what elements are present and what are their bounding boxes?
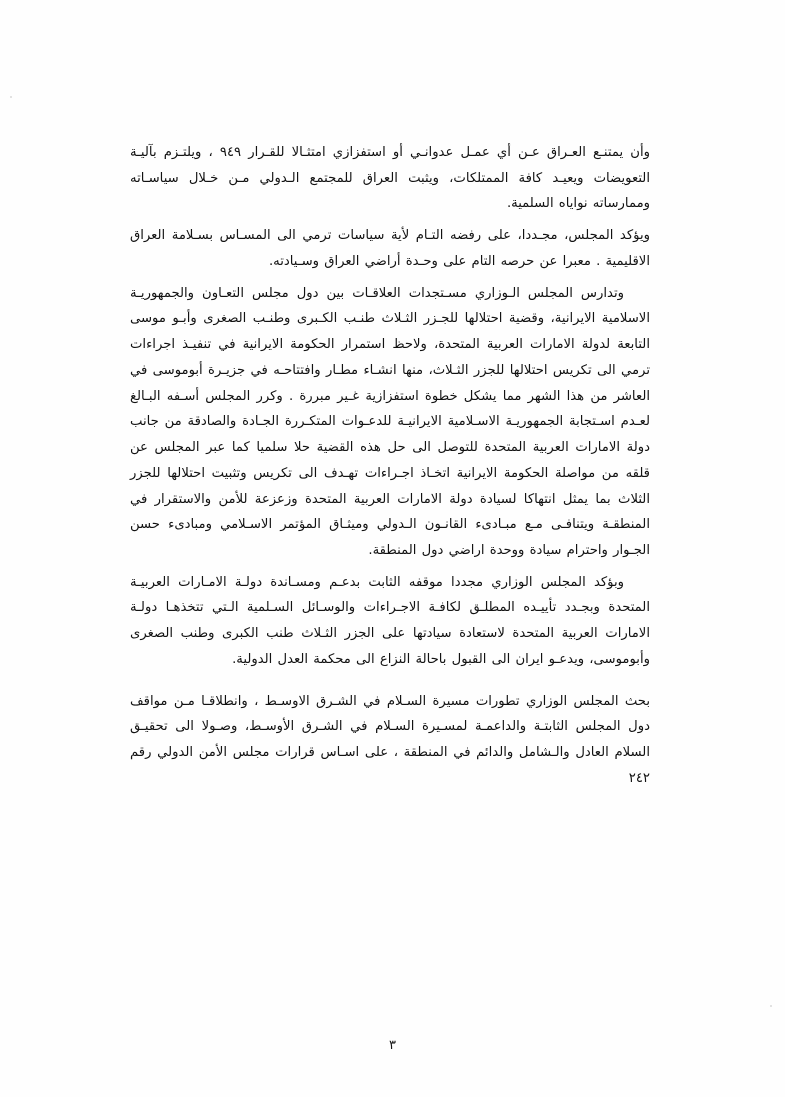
scan-speck [10,96,12,98]
scan-speck [770,1005,772,1007]
page-number: ٣ [389,1038,396,1053]
paragraph-1: وأن يمتنـع العـراق عـن أي عمـل عدوانـي أو استفزازي امتثـالا للقـرار ٩٤٩ ، ويلتـزم بآليـة التعويضات ويعيـد كافة الممتلكات، ويثبت العراق للمجتمع الـدولي مـن خـلال سياسـاته وممارساته نواياه السلمية. [130,145,651,212]
paragraph-2: ويؤكد المجلس، مجـددا، على رفضه التـام لأية سياسات ترمي الى المسـاس بسـلامة العراق الاقليمية . معبرا عن حرصه التام على وحـدة أراضي العراق وسـيادته. [130,228,650,269]
paragraph-4: وبؤكد المجلس الوزاري مجددا موقفه الثابت بدعـم ومسـاندة دولـة الامـارات العربيـة المتحدة وبجـدد تأييـده المطلـق لكافـة الاجـراءات والوسـائل السـلمية الـتي تتخذهـا دولـة الامارات العربية المتحدة لاستعادة سيادتها على الجزر الثـلاث طنب الكبرى وطنب الصغرى وأبوموسى، ويدعـو ايران الى القبول باحالة النزاع الى محكمة العدل الدولية. [130,574,650,667]
document-body [130,140,650,798]
paragraph-3: وتدارس المجلس الـوزاري مسـتجدات العلاقـات بين دول مجلس التعـاون والجمهوريـة الاسلامية الايرانية، وقضية احتلالها للجـزر الثـلاث طنـب الكـبرى وطنـب الصغرى وأبـو موسى التابعة لدولة الامارات العربية المتحدة، ولاحظ استمرار الحكومة الايرانية في تنفيـذ اجراءات ترمي الى تكريس احتلالها للجزر الثـلاث، منها انشـاء مطـار وافتتاحـه في جزيـرة أبوموسى في العاشر من هذا الشهر مما يشكل خطوة استفزازية غـير مبررة . وكرر المجلس أسـفه البـالغ لعـدم اسـتجابة الجمهوريـة الاسـلامية الايرانيـة للدعـوات المتكـررة الجـادة والصادقة من جانب دولة الامارات العربية المتحدة للتوصل الى حل هذه القضية حلا سلميا كما عبر المجلس عن قلقه من مواصلة الحكومة الايرانية اتخـاذ اجـراءات تهـدف الى تكريس وتثبيت احتلالها للجزر الثلاث بما يمثل انتهاكا لسيادة دولة الامارات العربية المتحدة وزعزعة للأمن والاستقرار في المنطقـة ويتنافـى مـع مبـادىء القانـون الـدولي وميثـاق المؤتمر الاسـلامي ومبادىء حسن الجـوار واحترام سيادة ووحدة اراضي دول المنطقة. [130,285,650,559]
paragraph-5: بحث المجلس الوزاري تطورات مسيرة السـلام في الشـرق الاوسـط ، وانطلاقـا مـن مواقف دول المجلس الثابتـة والداعمـة لمسـيرة السـلام في الشـرق الأوسـط، وصـولا الى تحقيـق السلام العادل والـشامل والدائم في المنطقة ، على اسـاس قرارات مجلس الأمن الدولي رقم ٢٤٢ [130,693,650,786]
